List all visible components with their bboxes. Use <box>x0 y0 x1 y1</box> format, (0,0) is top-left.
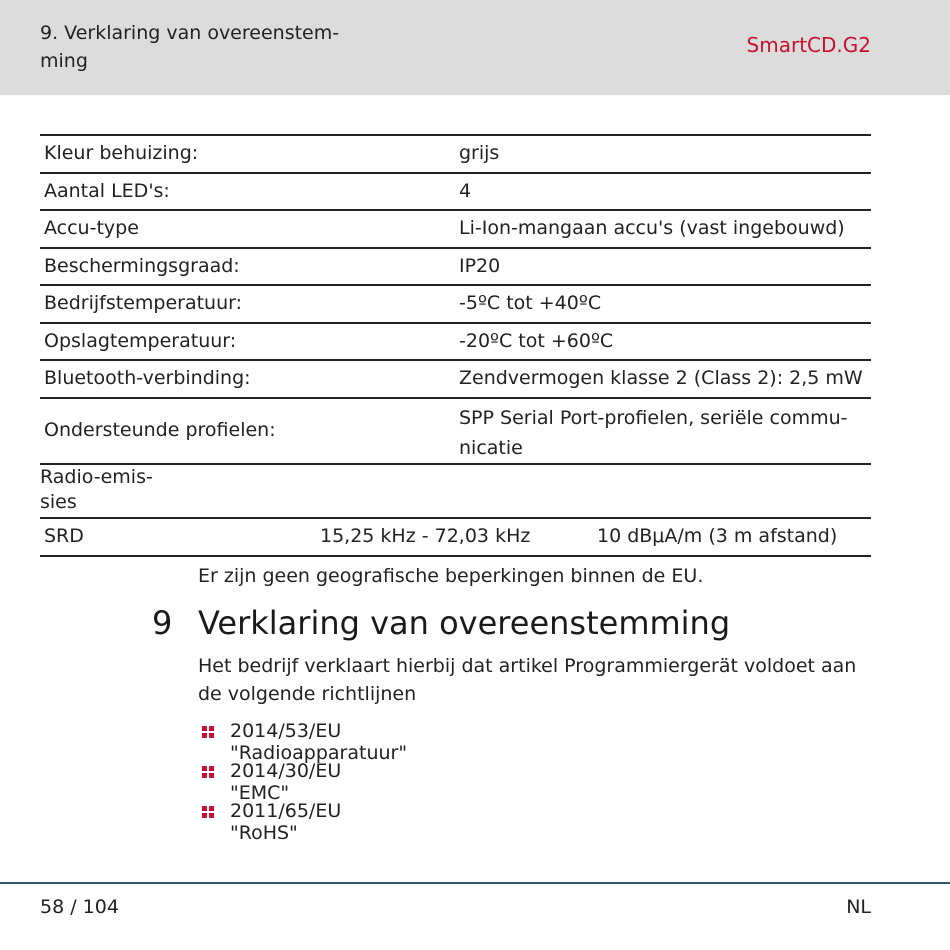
bullet-icon <box>202 766 214 778</box>
table-row <box>40 211 871 249</box>
table-row <box>40 361 871 399</box>
table-row <box>40 174 871 212</box>
spec-label: Aantal LED's: <box>44 179 170 202</box>
spec-value: 4 <box>459 179 472 202</box>
spec-label: Bedrijfstemperatuur: <box>44 292 243 314</box>
table-row <box>40 286 871 324</box>
footer-divider <box>0 882 950 884</box>
spec-value: -20ºC tot +60ºC <box>459 329 614 352</box>
table-row <box>40 399 871 465</box>
radio-emissions-label: Radio-emis- sies <box>40 465 153 513</box>
spec-value: IP20 <box>459 254 501 277</box>
srd-frequency: 15,25 kHz - 72,03 kHz <box>320 524 531 547</box>
table-row <box>40 136 871 174</box>
spec-value: Zendvermogen klasse 2 (Class 2): 2,5 mW <box>459 367 863 389</box>
header-product-name: SmartCD.G2 <box>746 33 871 57</box>
spec-table <box>40 134 871 557</box>
radio-emissions-row <box>40 465 871 519</box>
header-section-title: 9. Verklaring van overeenstem- ming <box>40 22 340 72</box>
page-number: 58 / 104 <box>40 896 119 918</box>
table-row <box>40 324 871 362</box>
srd-field-strength: 10 dBμA/m (3 m afstand) <box>597 524 838 547</box>
spec-label: Kleur behuizing: <box>44 142 199 164</box>
directive-text: 2014/53/EU "Radioapparatuur" <box>230 720 408 764</box>
spec-label: Opslagtemperatuur: <box>44 329 237 352</box>
spec-label: Accu-type <box>44 217 139 239</box>
bullet-icon <box>202 806 214 818</box>
spec-label: Bluetooth-verbinding: <box>44 367 251 389</box>
eu-note: Er zijn geen geografische beperkingen binnen de EU. <box>198 565 704 587</box>
spec-value: grijs <box>459 142 500 164</box>
section-number: 9 <box>152 604 173 642</box>
srd-row <box>40 519 871 557</box>
spec-value: Li-Ion-mangaan accu's (vast ingebouwd) <box>459 217 845 239</box>
spec-label: Beschermingsgraad: <box>44 254 240 277</box>
spec-label: Ondersteunde profielen: <box>44 418 276 441</box>
directive-text: 2011/65/EU "RoHS" <box>230 800 342 844</box>
spec-value: SPP Serial Port-profielen, seriële commu- nicatie <box>459 406 848 459</box>
directive-text: 2014/30/EU "EMC" <box>230 760 342 804</box>
section-intro: Het bedrijf verklaart hierbij dat artikel Programmiergerät voldoet aan de volgende richtlijnen <box>198 655 857 705</box>
section-heading: Verklaring van overeenstemming <box>198 604 731 642</box>
language-code: NL <box>846 896 871 918</box>
page-header <box>0 0 950 95</box>
spec-value: -5ºC tot +40ºC <box>459 292 602 314</box>
srd-name: SRD <box>44 524 84 547</box>
bullet-icon <box>202 726 214 738</box>
table-row <box>40 249 871 287</box>
